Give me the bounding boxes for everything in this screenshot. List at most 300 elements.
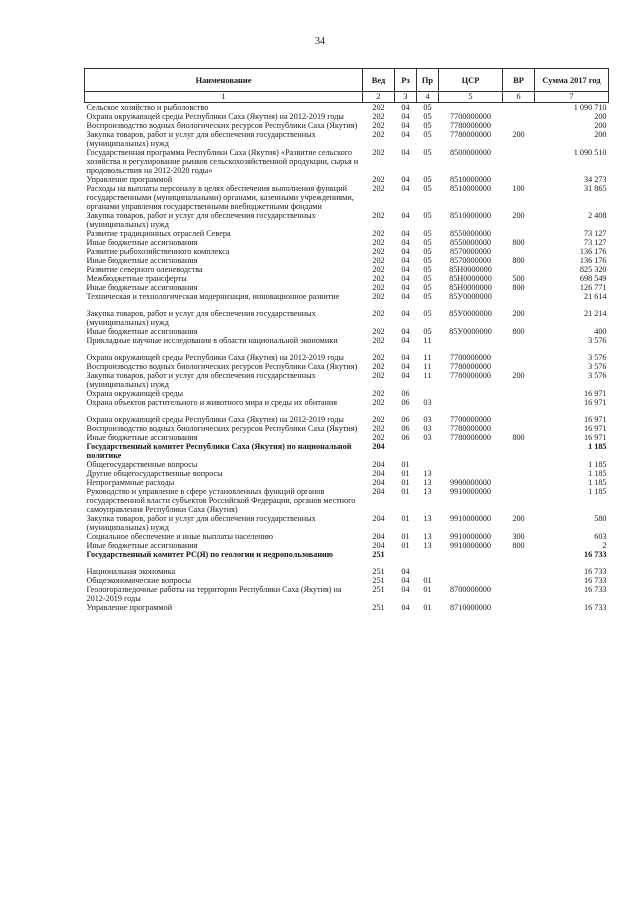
- cell-csr: 7700000000: [450, 415, 491, 424]
- cell-vr: [503, 353, 535, 362]
- cell-vr: 800: [512, 283, 525, 292]
- cell-vr: [503, 103, 535, 113]
- spacer-row: [85, 301, 609, 309]
- cell-pr: 11: [423, 353, 432, 362]
- cell-csr: 9910000000: [450, 541, 491, 550]
- cell-name: Общеэкономические вопросы: [86, 576, 192, 585]
- cell-vr: 200: [512, 309, 525, 318]
- cell-pr: 11: [423, 371, 432, 380]
- cell-vr: [503, 603, 535, 612]
- cell-sum: 200: [594, 130, 607, 139]
- cell-rz: 04: [401, 148, 410, 157]
- cell-pr: 05: [423, 283, 432, 292]
- cell-pr: 13: [423, 469, 432, 478]
- cell-ved: 204: [372, 487, 385, 496]
- cell-name: Прикладные научные исследования в области национальной экономики: [86, 336, 338, 345]
- spacer-cell: [85, 301, 609, 309]
- cell-ved: 202: [372, 184, 385, 193]
- cell-sum: 73 127: [583, 238, 607, 247]
- cell-pr: [417, 389, 439, 398]
- spacer-row: [85, 559, 609, 567]
- cell-csr: 8570000000: [450, 247, 491, 256]
- cell-pr: [417, 460, 439, 469]
- cell-sum: 1 185: [588, 478, 607, 487]
- cell-pr: 05: [423, 211, 432, 220]
- cell-ved: 202: [372, 229, 385, 238]
- cell-vr: 800: [512, 238, 525, 247]
- header-ved: Вед: [363, 69, 395, 92]
- cell-rz: 04: [401, 327, 410, 336]
- cell-csr: 8700000000: [450, 585, 491, 594]
- cell-name: Социальное обеспечение и иные выплаты населению: [86, 532, 273, 541]
- cell-rz: 06: [401, 389, 410, 398]
- cell-name: Закупка товаров, работ и услуг для обеспечения государственных (муниципальных) нужд: [86, 514, 316, 532]
- cell-pr: 03: [423, 415, 432, 424]
- budget-table: [84, 68, 609, 612]
- header-number: 1: [85, 92, 363, 103]
- cell-csr: 85У0000000: [449, 292, 492, 301]
- cell-ved: 204: [372, 478, 385, 487]
- cell-name: Иные бюджетные ассигнования: [86, 283, 198, 292]
- cell-name: Охрана окружающей среды Республики Саха (Якутия) на 2012-2019 годы: [86, 415, 344, 424]
- cell-csr: [439, 550, 503, 559]
- table-row: [85, 283, 609, 292]
- cell-csr: 9910000000: [450, 532, 491, 541]
- cell-sum: 1 185: [588, 442, 607, 451]
- table-row: [85, 371, 609, 389]
- table-row: [85, 603, 609, 612]
- cell-name: Непрограммные расходы: [86, 478, 175, 487]
- spacer-cell: [85, 559, 609, 567]
- cell-vr: [503, 576, 535, 585]
- cell-sum: 16 971: [583, 424, 607, 433]
- cell-ved: 202: [372, 309, 385, 318]
- cell-vr: [503, 478, 535, 487]
- table-row: [85, 541, 609, 550]
- cell-ved: 202: [372, 389, 385, 398]
- cell-rz: 04: [401, 103, 410, 112]
- cell-vr: [503, 265, 535, 274]
- cell-ved: 202: [372, 353, 385, 362]
- cell-pr: 13: [423, 541, 432, 550]
- cell-csr: 8500000000: [450, 148, 491, 157]
- cell-ved: 202: [372, 121, 385, 130]
- cell-vr: 200: [512, 130, 525, 139]
- cell-pr: [417, 567, 439, 576]
- cell-name: Развитие традиционных отраслей Севера: [86, 229, 231, 238]
- cell-name: Государственный комитет РС(Я) по геологии и недропользованию: [86, 550, 334, 559]
- cell-name: Охрана окружающей среды Республики Саха (Якутия) на 2012-2019 годы: [86, 112, 344, 121]
- cell-ved: 204: [372, 532, 385, 541]
- cell-sum: 580: [594, 514, 607, 523]
- cell-vr: 100: [512, 184, 525, 193]
- cell-pr: 13: [423, 532, 432, 541]
- table-row: [85, 327, 609, 336]
- cell-sum: 126 771: [579, 283, 607, 292]
- cell-vr: 300: [512, 532, 525, 541]
- cell-vr: 200: [512, 211, 525, 220]
- cell-rz: 04: [401, 112, 410, 121]
- cell-sum: 1 090 510: [573, 148, 607, 157]
- cell-vr: [503, 585, 535, 603]
- cell-vr: [503, 112, 535, 121]
- header-csr: ЦСР: [439, 69, 503, 92]
- cell-pr: 05: [423, 184, 432, 193]
- table-row: [85, 292, 609, 301]
- cell-pr: 01: [423, 576, 432, 585]
- table-row: [85, 550, 609, 559]
- cell-pr: 13: [423, 487, 432, 496]
- cell-rz: 04: [401, 238, 410, 247]
- table-row: [85, 238, 609, 247]
- cell-vr: 800: [512, 433, 525, 442]
- cell-csr: 85У0000000: [449, 309, 492, 318]
- cell-sum: 3 576: [588, 336, 607, 345]
- header-number-row: [85, 92, 609, 103]
- header-pr: Пр: [417, 69, 439, 92]
- cell-csr: 8510000000: [450, 184, 491, 193]
- cell-ved: 202: [372, 415, 385, 424]
- cell-sum: 21 214: [583, 309, 607, 318]
- cell-csr: 9910000000: [450, 487, 491, 496]
- cell-name: Охрана окружающей среды: [86, 389, 184, 398]
- cell-sum: 136 176: [579, 256, 607, 265]
- cell-rz: 04: [401, 247, 410, 256]
- cell-vr: [503, 398, 535, 407]
- cell-ved: 202: [372, 292, 385, 301]
- cell-csr: [439, 389, 503, 398]
- cell-sum: 16 971: [583, 389, 607, 398]
- cell-name: Сельское хозяйство и рыболовство: [86, 103, 209, 112]
- cell-vr: [503, 424, 535, 433]
- header-number: 6: [503, 92, 535, 103]
- cell-pr: 11: [423, 362, 432, 371]
- cell-name: Геологоразведочные работы на территории Республики Саха (Якутия) на 2012-2019 годы: [86, 585, 342, 603]
- cell-pr: 05: [423, 292, 432, 301]
- cell-name: Воспроизводство водных биологических ресурсов Республики Саха (Якутия): [86, 424, 358, 433]
- header-number: 4: [417, 92, 439, 103]
- cell-vr: [503, 247, 535, 256]
- cell-name: Расходы на выплаты персоналу в целях обеспечения выполнения функций государственными (муниципальными) органами, казенными учреждениями, органами управления государственными внебюджетными фондами: [86, 184, 354, 211]
- cell-vr: 800: [512, 256, 525, 265]
- cell-pr: 05: [423, 265, 432, 274]
- cell-csr: 85У0000000: [449, 327, 492, 336]
- cell-sum: 3 576: [588, 353, 607, 362]
- cell-rz: 04: [401, 265, 410, 274]
- cell-rz: 04: [401, 121, 410, 130]
- cell-sum: 16 733: [583, 576, 607, 585]
- cell-ved: 202: [372, 148, 385, 157]
- cell-csr: 8550000000: [450, 229, 491, 238]
- header-sum: Сумма 2017 год: [535, 69, 609, 92]
- cell-pr: 05: [423, 130, 432, 139]
- cell-rz: 01: [401, 514, 410, 523]
- cell-vr: [503, 362, 535, 371]
- cell-csr: 7700000000: [450, 112, 491, 121]
- table-row: [85, 469, 609, 478]
- cell-ved: 204: [372, 460, 385, 469]
- cell-sum: 16 971: [583, 415, 607, 424]
- cell-csr: 8710000000: [450, 603, 491, 612]
- cell-sum: 73 127: [583, 229, 607, 238]
- cell-sum: 16 971: [583, 433, 607, 442]
- cell-rz: 04: [401, 175, 410, 184]
- cell-pr: 05: [423, 327, 432, 336]
- cell-csr: [439, 336, 503, 345]
- cell-vr: 200: [512, 371, 525, 380]
- cell-pr: 05: [423, 175, 432, 184]
- cell-sum: 1 185: [588, 487, 607, 496]
- cell-csr: 9910000000: [450, 514, 491, 523]
- cell-rz: 04: [401, 274, 410, 283]
- cell-sum: 3 576: [588, 371, 607, 380]
- cell-ved: 202: [372, 327, 385, 336]
- spacer-cell: [85, 407, 609, 415]
- header-name: Наименование: [85, 69, 363, 92]
- table-row: [85, 585, 609, 603]
- cell-sum: 21 614: [583, 292, 607, 301]
- table-row: [85, 211, 609, 229]
- cell-rz: 04: [401, 211, 410, 220]
- cell-ved: 251: [372, 603, 385, 612]
- cell-ved: 202: [372, 283, 385, 292]
- cell-name: Иные бюджетные ассигнования: [86, 327, 198, 336]
- cell-name: Государственная программа Республики Саха (Якутия) «Развитие сельского хозяйства и регулирование рынков сельскохозяйственной продукции, сырья и продовольствия на 2012-2020 годы»: [86, 148, 359, 175]
- cell-pr: 05: [423, 229, 432, 238]
- cell-vr: [503, 175, 535, 184]
- table-row: [85, 256, 609, 265]
- cell-ved: 251: [372, 576, 385, 585]
- cell-pr: 05: [423, 121, 432, 130]
- cell-ved: 202: [372, 247, 385, 256]
- cell-rz: 01: [401, 469, 410, 478]
- cell-vr: [503, 336, 535, 345]
- cell-name: Развитие рыбохозяйственного комплекса: [86, 247, 230, 256]
- cell-ved: 202: [372, 211, 385, 220]
- table-row: [85, 433, 609, 442]
- cell-rz: 04: [401, 336, 410, 345]
- cell-sum: 1 090 710: [573, 103, 607, 112]
- cell-sum: 16 733: [583, 550, 607, 559]
- table-row: [85, 532, 609, 541]
- cell-ved: 202: [372, 103, 385, 112]
- cell-ved: 204: [372, 442, 385, 451]
- cell-sum: 1 185: [588, 469, 607, 478]
- cell-csr: 7780000000: [450, 371, 491, 380]
- table-row: [85, 112, 609, 121]
- cell-pr: [417, 550, 439, 559]
- cell-vr: [503, 550, 535, 559]
- cell-csr: 8510000000: [450, 211, 491, 220]
- cell-sum: 16 733: [583, 603, 607, 612]
- cell-pr: 01: [423, 585, 432, 594]
- cell-ved: 202: [372, 175, 385, 184]
- cell-rz: 04: [401, 229, 410, 238]
- cell-sum: 2: [602, 541, 607, 550]
- cell-sum: 200: [594, 121, 607, 130]
- cell-pr: 03: [423, 433, 432, 442]
- table-row: [85, 487, 609, 514]
- cell-pr: 05: [423, 256, 432, 265]
- cell-sum: 2 408: [588, 211, 607, 220]
- cell-csr: [439, 567, 503, 576]
- cell-csr: 7700000000: [450, 353, 491, 362]
- cell-rz: [395, 550, 417, 559]
- cell-rz: 04: [401, 603, 410, 612]
- cell-ved: 251: [372, 567, 385, 576]
- cell-vr: [503, 460, 535, 469]
- table-row: [85, 229, 609, 238]
- cell-pr: 05: [423, 247, 432, 256]
- cell-name: Межбюджетные трансферты: [86, 274, 187, 283]
- table-row: [85, 175, 609, 184]
- spacer-row: [85, 407, 609, 415]
- cell-sum: 16 733: [583, 567, 607, 576]
- cell-sum: 1 185: [588, 460, 607, 469]
- table-row: [85, 265, 609, 274]
- cell-sum: 200: [594, 112, 607, 121]
- cell-name: Закупка товаров, работ и услуг для обеспечения государственных (муниципальных) нужд: [86, 130, 316, 148]
- cell-rz: 06: [401, 415, 410, 424]
- table-row: [85, 103, 609, 113]
- table-row: [85, 567, 609, 576]
- cell-pr: 05: [423, 112, 432, 121]
- cell-rz: 01: [401, 478, 410, 487]
- cell-vr: [503, 415, 535, 424]
- table-row: [85, 309, 609, 327]
- cell-pr: 01: [423, 603, 432, 612]
- cell-ved: 251: [372, 585, 385, 594]
- cell-pr: 05: [423, 274, 432, 283]
- cell-rz: 04: [401, 292, 410, 301]
- cell-name: Техническая и технологическая модернизация, инновационное развитие: [86, 292, 340, 301]
- cell-rz: 01: [401, 541, 410, 550]
- cell-pr: 13: [423, 514, 432, 523]
- table-row: [85, 415, 609, 424]
- cell-vr: [503, 442, 535, 460]
- cell-csr: 7780000000: [450, 362, 491, 371]
- header-rz: Рз: [395, 69, 417, 92]
- cell-pr: 03: [423, 398, 432, 407]
- cell-csr: 7780000000: [450, 424, 491, 433]
- cell-name: Иные бюджетные ассигнования: [86, 433, 198, 442]
- header-number: 7: [535, 92, 609, 103]
- cell-name: Воспроизводство водных биологических ресурсов Республики Саха (Якутия): [86, 121, 358, 130]
- cell-vr: [503, 487, 535, 514]
- cell-name: Управление программой: [86, 603, 173, 612]
- cell-name: Иные бюджетные ассигнования: [86, 256, 198, 265]
- cell-rz: 04: [401, 184, 410, 193]
- cell-sum: 34 273: [583, 175, 607, 184]
- header-number: 3: [395, 92, 417, 103]
- cell-rz: 01: [401, 460, 410, 469]
- cell-sum: 136 176: [579, 247, 607, 256]
- cell-pr: 05: [423, 103, 432, 112]
- table-row: [85, 389, 609, 398]
- cell-ved: 204: [372, 541, 385, 550]
- cell-sum: 31 865: [583, 184, 607, 193]
- cell-ved: 204: [372, 514, 385, 523]
- cell-csr: 85H0000000: [449, 265, 492, 274]
- table-body: [85, 103, 609, 613]
- cell-vr: [503, 389, 535, 398]
- header-vr: ВР: [503, 69, 535, 92]
- cell-rz: 04: [401, 130, 410, 139]
- cell-rz: 04: [401, 283, 410, 292]
- cell-sum: 825 320: [579, 265, 607, 274]
- cell-vr: [503, 229, 535, 238]
- header-row: [85, 69, 609, 92]
- cell-rz: 04: [401, 371, 410, 380]
- cell-ved: 202: [372, 336, 385, 345]
- cell-vr: 200: [512, 514, 525, 523]
- cell-rz: 04: [401, 362, 410, 371]
- cell-rz: 06: [401, 398, 410, 407]
- cell-csr: 9900000000: [450, 478, 491, 487]
- spacer-cell: [85, 345, 609, 353]
- spacer-row: [85, 345, 609, 353]
- cell-ved: 202: [372, 424, 385, 433]
- cell-name: Закупка товаров, работ и услуг для обеспечения государственных (муниципальных) нужд: [86, 371, 316, 389]
- cell-name: Другие общегосударственные вопросы: [86, 469, 223, 478]
- cell-csr: 8570000000: [450, 256, 491, 265]
- table-row: [85, 130, 609, 148]
- cell-ved: 202: [372, 362, 385, 371]
- table-row: [85, 442, 609, 460]
- header-number: 5: [439, 92, 503, 103]
- cell-rz: 04: [401, 309, 410, 318]
- cell-csr: 7780000000: [450, 130, 491, 139]
- table-row: [85, 398, 609, 407]
- cell-pr: 03: [423, 424, 432, 433]
- cell-csr: 8550000000: [450, 238, 491, 247]
- cell-name: Руководство и управление в сфере установленных функций органов государственной власти субъектов Российской Федерации, органов местного самоуправления Республики Саха (Якутия): [86, 487, 356, 514]
- cell-ved: 202: [372, 274, 385, 283]
- table-row: [85, 247, 609, 256]
- cell-csr: 8510000000: [450, 175, 491, 184]
- cell-rz: [395, 442, 417, 460]
- cell-sum: 603: [594, 532, 607, 541]
- cell-csr: 7780000000: [450, 433, 491, 442]
- cell-name: Развитие северного оленеводства: [86, 265, 203, 274]
- cell-ved: 202: [372, 256, 385, 265]
- cell-vr: [503, 567, 535, 576]
- cell-sum: 698 549: [579, 274, 607, 283]
- table-row: [85, 478, 609, 487]
- cell-name: Национальная экономика: [86, 567, 176, 576]
- cell-vr: 500: [512, 274, 525, 283]
- cell-rz: 04: [401, 576, 410, 585]
- cell-name: Охрана объектов растительного и животного мира и среды их обитания: [86, 398, 338, 407]
- cell-pr: [417, 442, 439, 460]
- cell-vr: [503, 469, 535, 478]
- cell-name: Иные бюджетные ассигнования: [86, 238, 198, 247]
- table-row: [85, 148, 609, 175]
- cell-rz: 04: [401, 256, 410, 265]
- cell-csr: [439, 103, 503, 113]
- cell-sum: 3 576: [588, 362, 607, 371]
- cell-csr: 85H0000000: [449, 283, 492, 292]
- cell-pr: 11: [423, 336, 432, 345]
- cell-rz: 06: [401, 433, 410, 442]
- table-row: [85, 424, 609, 433]
- table-row: [85, 460, 609, 469]
- table-row: [85, 576, 609, 585]
- table-row: [85, 362, 609, 371]
- cell-rz: 04: [401, 585, 410, 594]
- cell-ved: 202: [372, 371, 385, 380]
- cell-vr: [503, 292, 535, 301]
